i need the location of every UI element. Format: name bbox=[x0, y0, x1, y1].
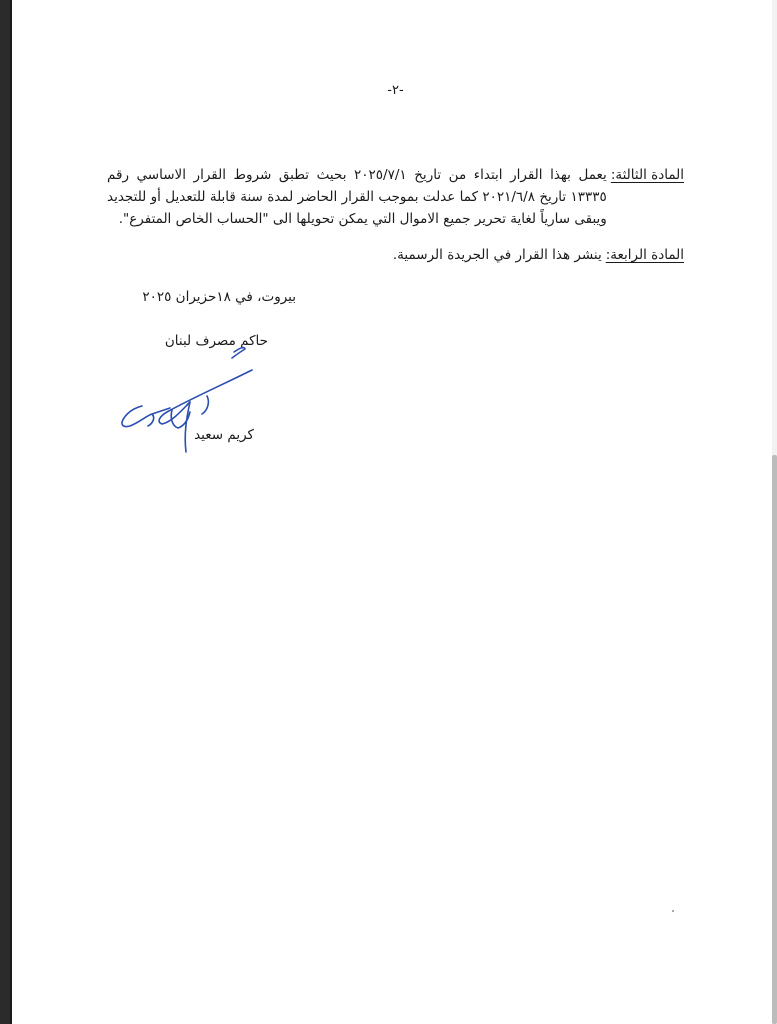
page-number: -٢- bbox=[387, 83, 404, 98]
signer-name: كريم سعيد bbox=[194, 427, 254, 443]
vertical-scrollbar[interactable] bbox=[772, 0, 777, 1024]
article-text: يعمل بهذا القرار ابتداء من تاريخ ٢٠٢٥/٧/١ بحيث تطبق شروط القرار الاساسي رقم ١٣٣٣٥ تاريخ ٢٠٢١/٦/٨ كما عدلت بموجب القرار الحاضر لمدة سنة قابلة للتعديل أو للتجديد ويبقى سارياً لغاية تحرير جميع الاموال التي يمكن تحويلها الى "الحساب الخاص المتفرع". bbox=[107, 167, 607, 227]
governor-title-text: حاكم مصرف لبنان bbox=[164, 333, 268, 349]
article-text: ينشر هذا القرار في الجريدة الرسمية. bbox=[392, 247, 602, 263]
city-date: بيروت، في ١٨حزيران ٢٠٢٥ bbox=[142, 289, 296, 305]
document-page bbox=[10, 0, 772, 1024]
scan-speck bbox=[672, 910, 674, 912]
document-body bbox=[107, 80, 684, 443]
scrollbar-thumb[interactable] bbox=[772, 455, 777, 1024]
article-three bbox=[107, 164, 684, 230]
article-label: المادة الثالثة: bbox=[610, 167, 684, 183]
handwritten-signature bbox=[112, 340, 262, 465]
article-four bbox=[107, 244, 684, 266]
article-label: المادة الرابعة: bbox=[605, 247, 684, 263]
